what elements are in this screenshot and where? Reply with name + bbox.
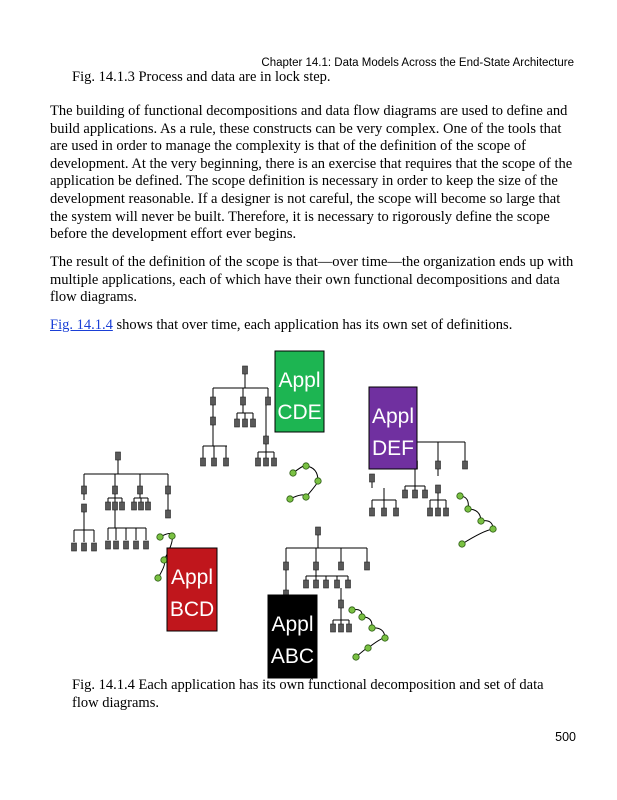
flow-process — [382, 635, 388, 641]
tree-node — [212, 458, 217, 466]
flow-process — [303, 463, 309, 469]
flow-process — [457, 493, 463, 499]
paragraph-figure-ref-text: shows that over time, each application has its own set of definitions. — [112, 317, 513, 333]
tree-node — [444, 508, 449, 516]
tree-node — [243, 366, 248, 374]
flow-process — [161, 557, 167, 563]
tree-node — [339, 624, 344, 632]
tree-node — [370, 474, 375, 482]
tree-node — [339, 562, 344, 570]
tree-node — [256, 458, 261, 466]
tree-node — [394, 508, 399, 516]
tree-node — [316, 527, 321, 535]
flow-process — [478, 518, 484, 524]
paragraph-figure-ref — [50, 317, 580, 335]
tree-node — [241, 397, 246, 405]
tree-node — [436, 508, 441, 516]
app-box-def — [369, 387, 417, 469]
tree-node — [264, 436, 269, 444]
tree-node — [346, 580, 351, 588]
tree-node — [113, 502, 118, 510]
tree-node — [138, 486, 143, 494]
tree-node — [124, 541, 129, 549]
tree-node — [146, 502, 151, 510]
tree-node — [72, 543, 77, 551]
app-box-label-line2: CDE — [277, 401, 322, 424]
app-box-label-line2: ABC — [270, 645, 315, 668]
paragraph-result: The result of the definition of the scope is that—over time—the organization ends up with multiple applications, each of which have their own functional decompositions and data flow diagrams. — [50, 254, 574, 306]
tree-node — [251, 419, 256, 427]
flow-process — [303, 494, 309, 500]
flow-process — [315, 478, 321, 484]
figure-link[interactable]: Fig. 14.1.4 — [50, 317, 113, 333]
tree-node — [284, 562, 289, 570]
tree-node — [224, 458, 229, 466]
tree-node — [423, 490, 428, 498]
tree-node — [139, 502, 144, 510]
flow-process — [169, 533, 175, 539]
flow-process — [155, 575, 161, 581]
tree-node — [211, 397, 216, 405]
tree-node — [120, 502, 125, 510]
app-box-cde — [275, 351, 324, 432]
tree-node — [166, 510, 171, 518]
tree-node — [335, 580, 340, 588]
tree-node — [365, 562, 370, 570]
tree-node — [201, 458, 206, 466]
tree-node — [436, 461, 441, 469]
tree-node — [266, 397, 271, 405]
figure-caption: Fig. 14.1.4 Each application has its own functional decomposition and set of data flow diagrams. — [72, 677, 544, 711]
tree-node — [166, 486, 171, 494]
tree-node — [324, 580, 329, 588]
tree-node — [106, 502, 111, 510]
tree-node — [331, 624, 336, 632]
page-number: 500 — [555, 730, 576, 744]
app-box-label-line1: Appl — [371, 405, 415, 428]
tree-node — [370, 508, 375, 516]
flow-process — [359, 614, 365, 620]
tree-node — [272, 458, 277, 466]
tree-node — [314, 580, 319, 588]
tree-node — [436, 485, 441, 493]
tree-node — [235, 419, 240, 427]
flow-process — [369, 625, 375, 631]
tree-node — [413, 490, 418, 498]
tree-node — [463, 461, 468, 469]
app-box-label-line1: Appl — [170, 566, 214, 589]
tree-node — [211, 417, 216, 425]
app-box-label-line1: Appl — [271, 613, 314, 636]
tree-node — [92, 543, 97, 551]
running-header: Chapter 14.1: Data Models Across the End-State Architecture — [261, 57, 574, 69]
flow-process — [349, 607, 355, 613]
flow-process — [287, 496, 293, 502]
flow-process — [290, 470, 296, 476]
flow-process — [459, 541, 465, 547]
app-box-label-line2: BCD — [169, 598, 215, 621]
app-box-bcd — [167, 548, 217, 631]
tree-node — [134, 541, 139, 549]
flow-process — [353, 654, 359, 660]
tree-node — [382, 508, 387, 516]
tree-node — [106, 541, 111, 549]
tree-node — [403, 490, 408, 498]
flow-process — [157, 534, 163, 540]
flow-process — [365, 645, 371, 651]
tree-node — [314, 562, 319, 570]
tree-node — [82, 543, 87, 551]
tree-node — [243, 419, 248, 427]
tree-node — [428, 508, 433, 516]
tree-node — [304, 580, 309, 588]
flow-arrow — [462, 529, 493, 544]
application-definitions-diagram — [0, 340, 617, 680]
tree-node — [113, 486, 118, 494]
tree-node — [264, 458, 269, 466]
tree-node — [116, 452, 121, 460]
tree-node — [144, 541, 149, 549]
tree-node — [132, 502, 137, 510]
tree-node — [82, 504, 87, 512]
tree-node — [347, 624, 352, 632]
flow-process — [465, 506, 471, 512]
paragraph-scope: The building of functional decompositions and data flow diagrams are used to define and build applications. As a rule, these constructs can be very complex. One of the tools that are used in order to manage the complexity is that of the definition of the scope of development. At the very beginning, there is an exercise that requires that the scope of the application be defined. The scope definition is necessary in order to keep the size of the development reasonable. If a designer is not careful, the scope will become so large that the system will never be built. Therefore, it is necessary to rigorously define the scope before the development effort ever begins. — [50, 103, 573, 243]
app-box-label-line2: DEF — [372, 437, 414, 460]
tree-node — [114, 541, 119, 549]
flow-process — [490, 526, 496, 532]
app-box-label-line1: Appl — [278, 369, 321, 392]
tree-node — [339, 600, 344, 608]
previous-figure-caption: Fig. 14.1.3 Process and data are in lock step. — [72, 69, 331, 85]
app-box-abc — [268, 595, 317, 678]
tree-node — [82, 486, 87, 494]
